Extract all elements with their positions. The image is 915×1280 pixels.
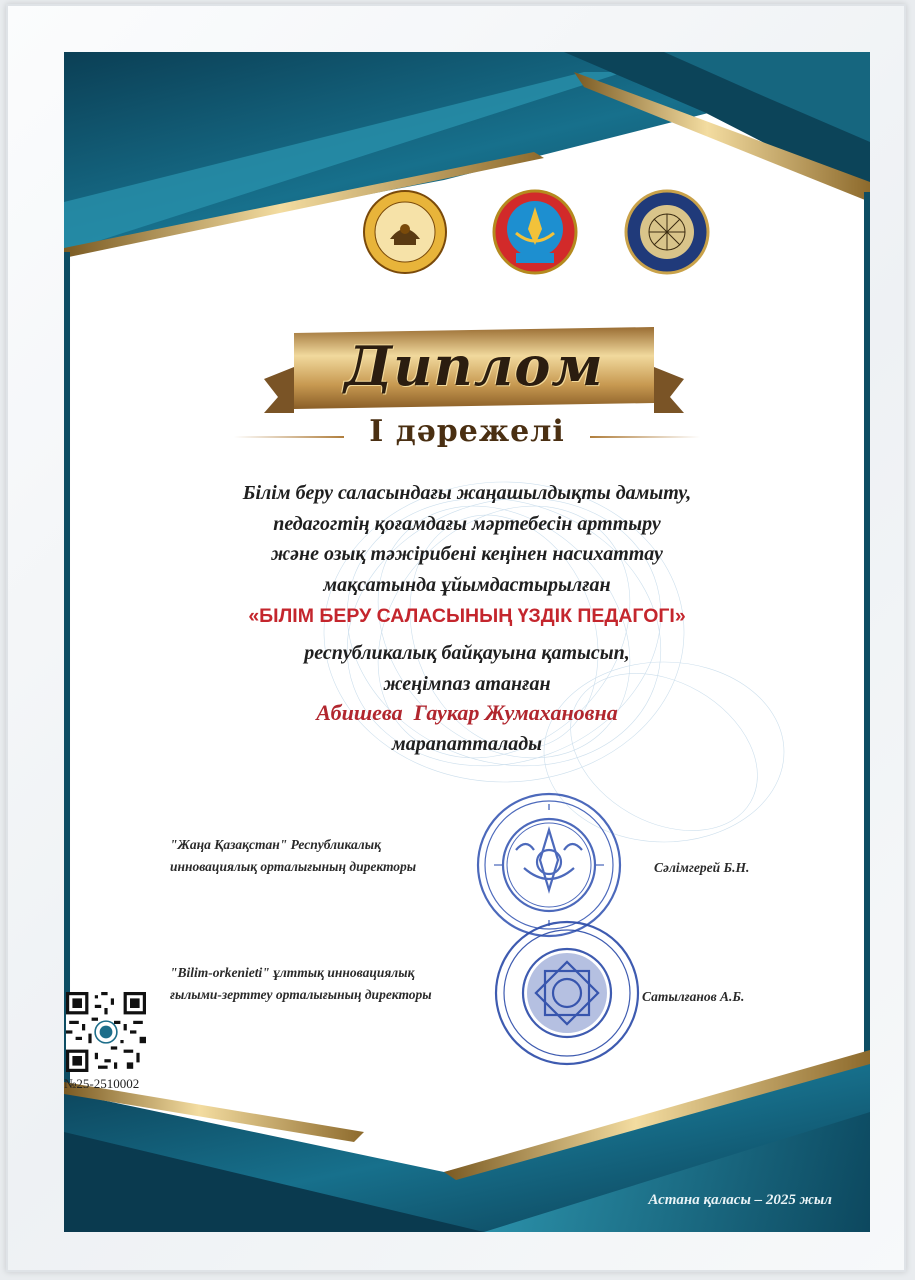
diploma-sheet xyxy=(64,52,870,1232)
qr-code[interactable] xyxy=(66,992,146,1072)
signatory-2-title-line: ғылыми-зерттеу орталығының директоры xyxy=(170,987,432,1002)
intro-line: және озық тәжірибені кеңінен насихаттау xyxy=(271,543,663,565)
contest-name: «БІЛІМ БЕРУ САЛАСЫНЫҢ ҮЗДІК ПЕДАГОГІ» xyxy=(248,605,686,627)
footer-city-year: Астана қаласы – 2025 жыл xyxy=(648,1192,832,1208)
recipient-name: Абишева Гаукар Жумахановна xyxy=(316,700,618,725)
intro-line: мақсатында ұйымдастырылған xyxy=(323,573,611,596)
intro-text xyxy=(64,478,870,600)
document-number: №25-2510002 xyxy=(64,1076,140,1091)
degree-heading: І дәрежелі xyxy=(369,414,565,449)
intro-line: Білім беру саласындағы жаңашылдықты дамыту, xyxy=(242,482,692,504)
signatory-2-title xyxy=(170,962,432,1006)
signatory-1-name: Сәлімгерей Б.Н. xyxy=(654,860,750,875)
participation-line: республикалық байқауына қатысып, xyxy=(304,642,630,664)
signatory-2-name: Сатылғанов А.Б. xyxy=(642,989,745,1004)
signatory-1-title-line: инновациялық орталығының директоры xyxy=(170,859,417,874)
official-stamp-2 xyxy=(492,918,642,1068)
participation-text xyxy=(64,638,870,699)
diploma-content xyxy=(64,52,870,1232)
intro-line: педагогтің қоғамдағы мәртебесін арттыру xyxy=(273,512,661,535)
signatory-2-title-line: "Bilim-orkenieti" ұлттық инновациялық xyxy=(170,965,415,980)
signatory-1-title-line: "Жаңа Қазақстан" Республикалық xyxy=(170,837,381,852)
participation-line: жеңімпаз атанған xyxy=(383,672,551,695)
diploma-title: Диплом xyxy=(344,334,604,398)
signatory-1-title xyxy=(170,834,416,878)
picture-frame xyxy=(6,4,906,1272)
awarded-text: марапатталады xyxy=(392,733,542,755)
